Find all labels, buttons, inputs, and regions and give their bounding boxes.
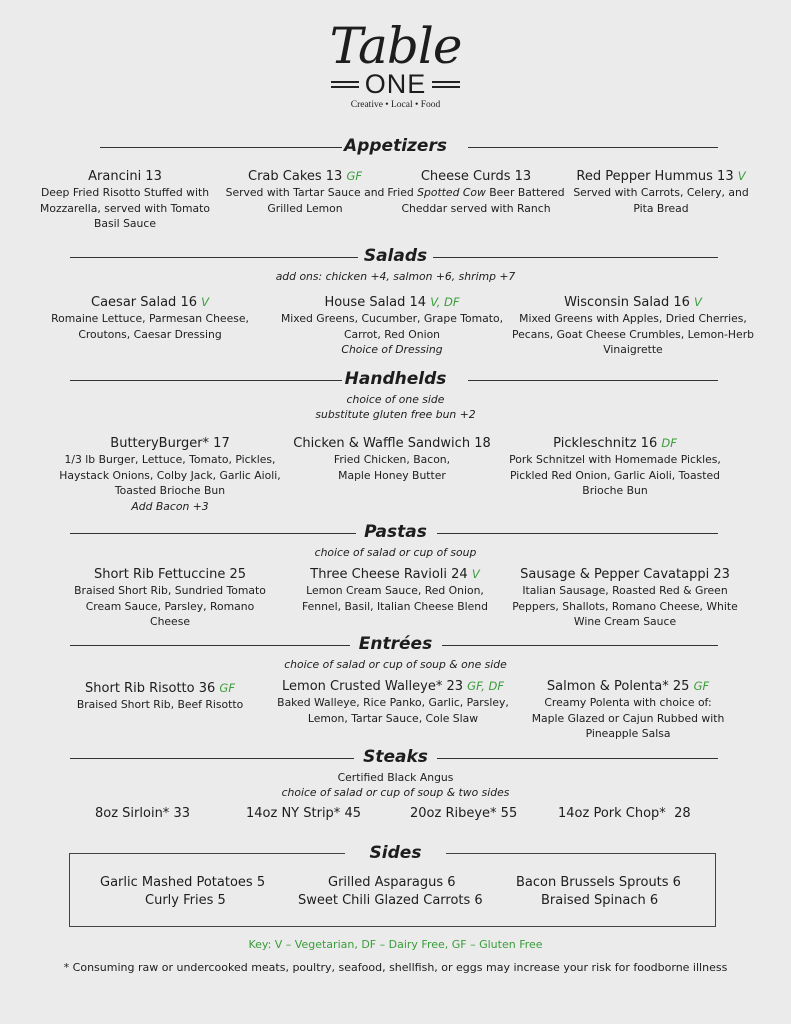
handhelds-title: Handhelds [344,369,447,389]
pastas-note: choice of salad or cup of soup [314,546,477,559]
item-name: Three Cheese Ravioli 24 [310,567,468,582]
diet-tag: V [471,567,480,581]
entrees-header [0,633,791,657]
steaks-note-1: Certified Black Angus [337,771,454,784]
logo-name-2: ONE [364,69,427,99]
desc-emphasis: Spotted Cow [417,186,486,199]
item-description: Lemon Cream Sauce, Red Onion, Fennel, Basil, Italian Cheese Blend [301,584,488,613]
handhelds-header [0,368,791,392]
salads-title: Salads [363,246,428,266]
steak-item-ny-strip: 14oz NY Strip* 45 [246,806,361,821]
divider-right [468,380,718,381]
steak-item-pork-chop: 14oz Pork Chop* 28 [558,806,691,821]
item-description: Served with Tartar Sauce and Grilled Lemon [225,186,385,215]
item-description: Baked Walleye, Rice Panko, Garlic, Parsley, Lemon, Tartar Sauce, Cole Slaw [277,696,509,725]
item-name: Red Pepper Hummus 13 [576,169,734,184]
item-name: Caesar Salad 16 [91,295,197,310]
steaks-note-2: choice of salad or cup of soup & two sides [281,786,510,799]
diet-tag: V [694,295,702,309]
item-description: Italian Sausage, Roasted Red & Green Peppers, Shallots, Romano Cheese, White Wine Cream Sauce [512,584,738,628]
desc-text: Fried [387,186,418,199]
item-description: Braised Short Rib, Sundried Tomato Cream Sauce, Parsley, Romano Cheese [74,584,266,628]
menu-item-pickleschnitz [500,435,730,499]
diet-tag: V, DF [430,295,460,309]
divider-right [437,758,718,759]
item-name: Cheese Curds 13 [420,169,532,184]
salads-note: add ons: chicken +4, salmon +6, shrimp +7 [275,270,516,283]
side-item: Braised Spinach 6 [541,893,659,908]
side-item: Sweet Chili Glazed Carrots 6 [298,893,483,908]
handhelds-section [0,368,791,422]
menu-item-cheese-curds [386,168,566,216]
item-description: Fried Chicken, Bacon, Maple Honey Butter [333,453,451,482]
side-item: Bacon Brussels Sprouts 6 [516,875,681,890]
menu-item-caesar-salad [40,294,260,342]
item-name: Lemon Crusted Walleye* 23 [282,679,464,694]
item-description: Romaine Lettuce, Parmesan Cheese, Croutons, Caesar Dressing [51,312,249,341]
menu-item-lemon-crusted-walleye [268,678,518,726]
item-description: Served with Carrots, Celery, and Pita Bread [573,186,749,215]
item-name: Arancini 13 [88,169,162,184]
sides-title: Sides [345,842,446,864]
entrees-title: Entrées [358,634,433,654]
item-description: Deep Fried Risotto Stuffed with Mozzarella, served with Tomato Basil Sauce [40,186,210,230]
menu-item-sausage-pepper-cavatappi [508,566,742,630]
item-description: Mixed Greens, Cucumber, Grape Tomato, Carrot, Red Onion [280,312,504,341]
diet-tag: V [737,169,746,183]
item-name: Salmon & Polenta* 25 [546,679,690,694]
side-item: Grilled Asparagus 6 [328,875,456,890]
item-description: Pork Schnitzel with Homemade Pickles, Pickled Red Onion, Garlic Aioli, Toasted Brioche Bun [509,453,721,497]
diet-tag: GF [219,681,235,695]
item-description [386,185,566,216]
pastas-title: Pastas [364,522,427,542]
steak-item-sirloin: 8oz Sirloin* 33 [95,806,190,821]
divider-right [437,533,718,534]
steak-item-ribeye: 20oz Ribeye* 55 [410,806,518,821]
item-name: House Salad 14 [324,295,427,310]
item-name: Wisconsin Salad 16 [564,295,690,310]
steaks-header [0,746,791,770]
diet-tag: DF [661,436,677,450]
item-name: Sausage & Pepper Cavatappi 23 [520,567,730,582]
item-name: ButteryBurger* 17 [110,436,230,451]
item-name: Short Rib Fettuccine 25 [93,567,247,582]
pastas-header [0,521,791,545]
consumer-warning: * Consuming raw or undercooked meats, poultry, seafood, shellfish, or eggs may increase your risk for foodborne illness [63,961,728,974]
logo-one-row [0,70,791,98]
sides-section [0,842,791,866]
item-extra: Add Bacon +3 [131,499,209,513]
salads-header [0,245,791,269]
menu-item-salmon-polenta [528,678,728,742]
menu-item-chicken-waffle-sandwich [292,435,492,483]
divider-right [468,147,718,148]
restaurant-logo [0,18,791,110]
menu-item-house-salad [272,294,512,358]
menu-item-three-cheese-ravioli [290,566,500,614]
item-name: Chicken & Waffle Sandwich 18 [293,436,491,451]
divider-right [442,645,718,646]
item-name: Crab Cakes 13 [248,169,343,184]
divider-right [433,257,718,258]
menu-item-short-rib-risotto [60,680,260,713]
menu-item-arancini [30,168,220,232]
item-name: Pickleschnitz 16 [553,436,658,451]
side-item: Garlic Mashed Potatoes 5 [100,875,266,890]
menu-item-crab-cakes [210,168,400,216]
item-description: 1/3 lb Burger, Lettuce, Tomato, Pickles, Haystack Onions, Colby Jack, Garlic Aioli, Toasted Brioche Bun [59,453,281,497]
menu-item-butteryburger [50,435,290,514]
item-extra: Choice of Dressing [341,343,443,356]
appetizers-header [0,135,791,159]
pastas-section [0,521,791,560]
steaks-section [0,746,791,800]
item-description: Braised Short Rib, Beef Risotto [76,698,244,711]
logo-rule-right [432,81,460,88]
menu-item-short-rib-fettuccine [60,566,280,630]
salads-section [0,245,791,284]
item-description: Mixed Greens with Apples, Dried Cherries, Pecans, Goat Cheese Crumbles, Lemon-Herb Vinaigrette [512,312,754,356]
item-description: Creamy Polenta with choice of: Maple Glazed or Cajun Rubbed with Pineapple Salsa [531,696,725,740]
logo-tagline: Creative • Local • Food [350,100,441,110]
menu-item-red-pepper-hummus [566,168,756,216]
sides-header [0,842,791,866]
entrees-note: choice of salad or cup of soup & one side [284,658,507,671]
logo-rule-left [331,81,359,88]
item-name: Short Rib Risotto 36 [85,681,216,696]
diet-tag: GF [346,169,362,183]
menu-item-wisconsin-salad [508,294,758,358]
handhelds-note-1: choice of one side [346,393,445,406]
side-item: Curly Fries 5 [145,893,226,908]
diet-tag: V [201,295,209,309]
diet-tag: GF, DF [467,679,504,693]
entrees-section [0,633,791,672]
diet-tag: GF [693,679,710,693]
appetizers-title: Appetizers [344,136,447,156]
handhelds-note-2: substitute gluten free bun +2 [315,408,476,421]
appetizers-section [0,135,791,159]
steaks-title: Steaks [363,747,428,767]
logo-name: Table [329,17,462,75]
desc-text: Beer Battered Cheddar served with Ranch [401,186,565,215]
diet-key: Key: V – Vegetarian, DF – Dairy Free, GF – Gluten Free [248,938,543,951]
